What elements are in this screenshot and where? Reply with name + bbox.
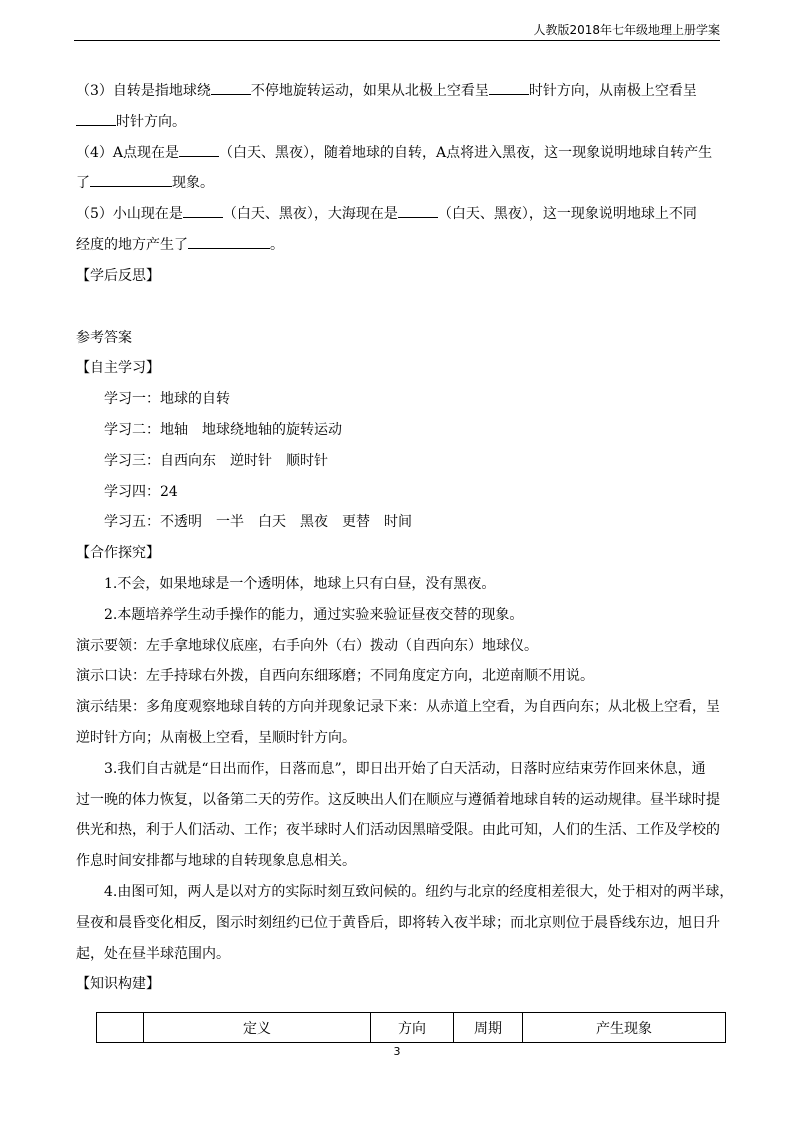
explore-answer-4-line-1: 4.由图可知，两人是以对方的实际时刻互致问候的。纽约与北京的经度相差很大，处于相对的两半球， xyxy=(104,883,734,900)
self-study-item: 学习一：地球的自转 xyxy=(104,391,230,408)
explore-heading: 【合作探究】 xyxy=(76,545,160,562)
self-study-item: 学习三：自西向东 逆时针 顺时针 xyxy=(104,452,328,469)
question-5-line-2: 经度的地方产生了 。 xyxy=(76,230,724,261)
table-header-row xyxy=(97,1013,726,1043)
reflection-heading: 【学后反思】 xyxy=(76,267,160,284)
explore-answer-3-line-4: 作息时间安排都与地球的自转现象息息相关。 xyxy=(76,853,356,870)
demo-mnemonic: 演示口诀：左手持球右外拨，自西向东细琢磨；不同角度定方向，北逆南顺不用说。 xyxy=(76,668,594,685)
question-4-line-1: （4）A点现在是 （白天、黑夜），随着地球的自转，A点将进入黑夜，这一现象说明地球自转产生 xyxy=(76,138,724,169)
explore-answer-3-line-1: 3.我们自古就是“日出而作，日落而息”，即日出开始了白天活动，日落时应结束劳作回来休息，通 xyxy=(104,760,706,777)
demo-result-line-2: 逆时针方向；从南极上空看，呈顺时针方向。 xyxy=(76,729,356,746)
self-study-item: 学习四：24 xyxy=(104,483,178,500)
answer-blank xyxy=(179,142,219,157)
page-header xyxy=(74,20,720,41)
answer-blank xyxy=(211,80,251,95)
question-3-line-2: 时针方向。 xyxy=(76,107,724,138)
reflection-space xyxy=(76,292,724,323)
knowledge-heading: 【知识构建】 xyxy=(76,976,160,993)
answer-blank xyxy=(76,111,116,126)
self-study-heading: 【自主学习】 xyxy=(76,360,160,377)
table-header-cell: 产生现象 xyxy=(523,1013,726,1043)
knowledge-table xyxy=(96,1012,726,1043)
explore-answer-1: 1.不会，如果地球是一个透明体，地球上只有白昼，没有黑夜。 xyxy=(104,575,496,592)
header-title: 人教版2018年七年级地理上册学案 xyxy=(533,23,720,37)
explore-answer-2: 2.本题培养学生动手操作的能力，通过实验来验证昼夜交替的现象。 xyxy=(104,606,524,623)
explore-answer-3-line-3: 供光和热，利于人们活动、工作；夜半球时人们活动因黑暗受限。由此可知，人们的生活、工作及学校的 xyxy=(76,822,720,839)
self-study-item: 学习五：不透明 一半 白天 黑夜 更替 时间 xyxy=(104,514,412,531)
table-header-cell: 方向 xyxy=(371,1013,454,1043)
page-number: 3 xyxy=(393,1045,401,1058)
answers-title: 参考答案 xyxy=(76,329,132,346)
answer-blank xyxy=(188,234,270,249)
question-5-line-1: （5）小山现在是 （白天、黑夜），大海现在是 （白天、黑夜），这一现象说明地球上不同 xyxy=(76,199,724,230)
table-header-cell: 定义 xyxy=(144,1013,371,1043)
answer-blank xyxy=(90,172,172,187)
table-header-cell: 周期 xyxy=(454,1013,523,1043)
table-header-cell xyxy=(97,1013,144,1043)
answer-blank xyxy=(183,203,223,218)
explore-answer-4-line-3: 起，处在昼半球范围内。 xyxy=(76,945,230,962)
self-study-item: 学习二：地轴 地球绕地轴的旋转运动 xyxy=(104,421,342,438)
demo-result-line-1: 演示结果：多角度观察地球自转的方向并现象记录下来：从赤道上空看，为自西向东；从北极上空看，呈 xyxy=(76,699,720,716)
document-body xyxy=(76,76,734,1000)
question-3-line-1: （3）自转是指地球绕 不停地旋转运动，如果从北极上空看呈 时针方向，从南极上空看呈 xyxy=(76,76,724,107)
answer-blank xyxy=(489,80,529,95)
demo-essentials: 演示要领：左手拿地球仪底座，右手向外（右）拨动（自西向东）地球仪。 xyxy=(76,637,538,654)
explore-answer-4-line-2: 昼夜和晨昏变化相反，图示时刻纽约已位于黄昏后，即将转入夜半球；而北京则位于晨昏线东边，旭日升 xyxy=(76,914,720,931)
answer-blank xyxy=(398,203,438,218)
page-footer xyxy=(0,1045,794,1058)
question-4-line-2: 了 现象。 xyxy=(76,168,724,199)
explore-answer-3-line-2: 过一晚的体力恢复，以备第二天的劳作。这反映出人们在顺应与遵循着地球自转的运动规律。昼半球时提 xyxy=(76,791,720,808)
